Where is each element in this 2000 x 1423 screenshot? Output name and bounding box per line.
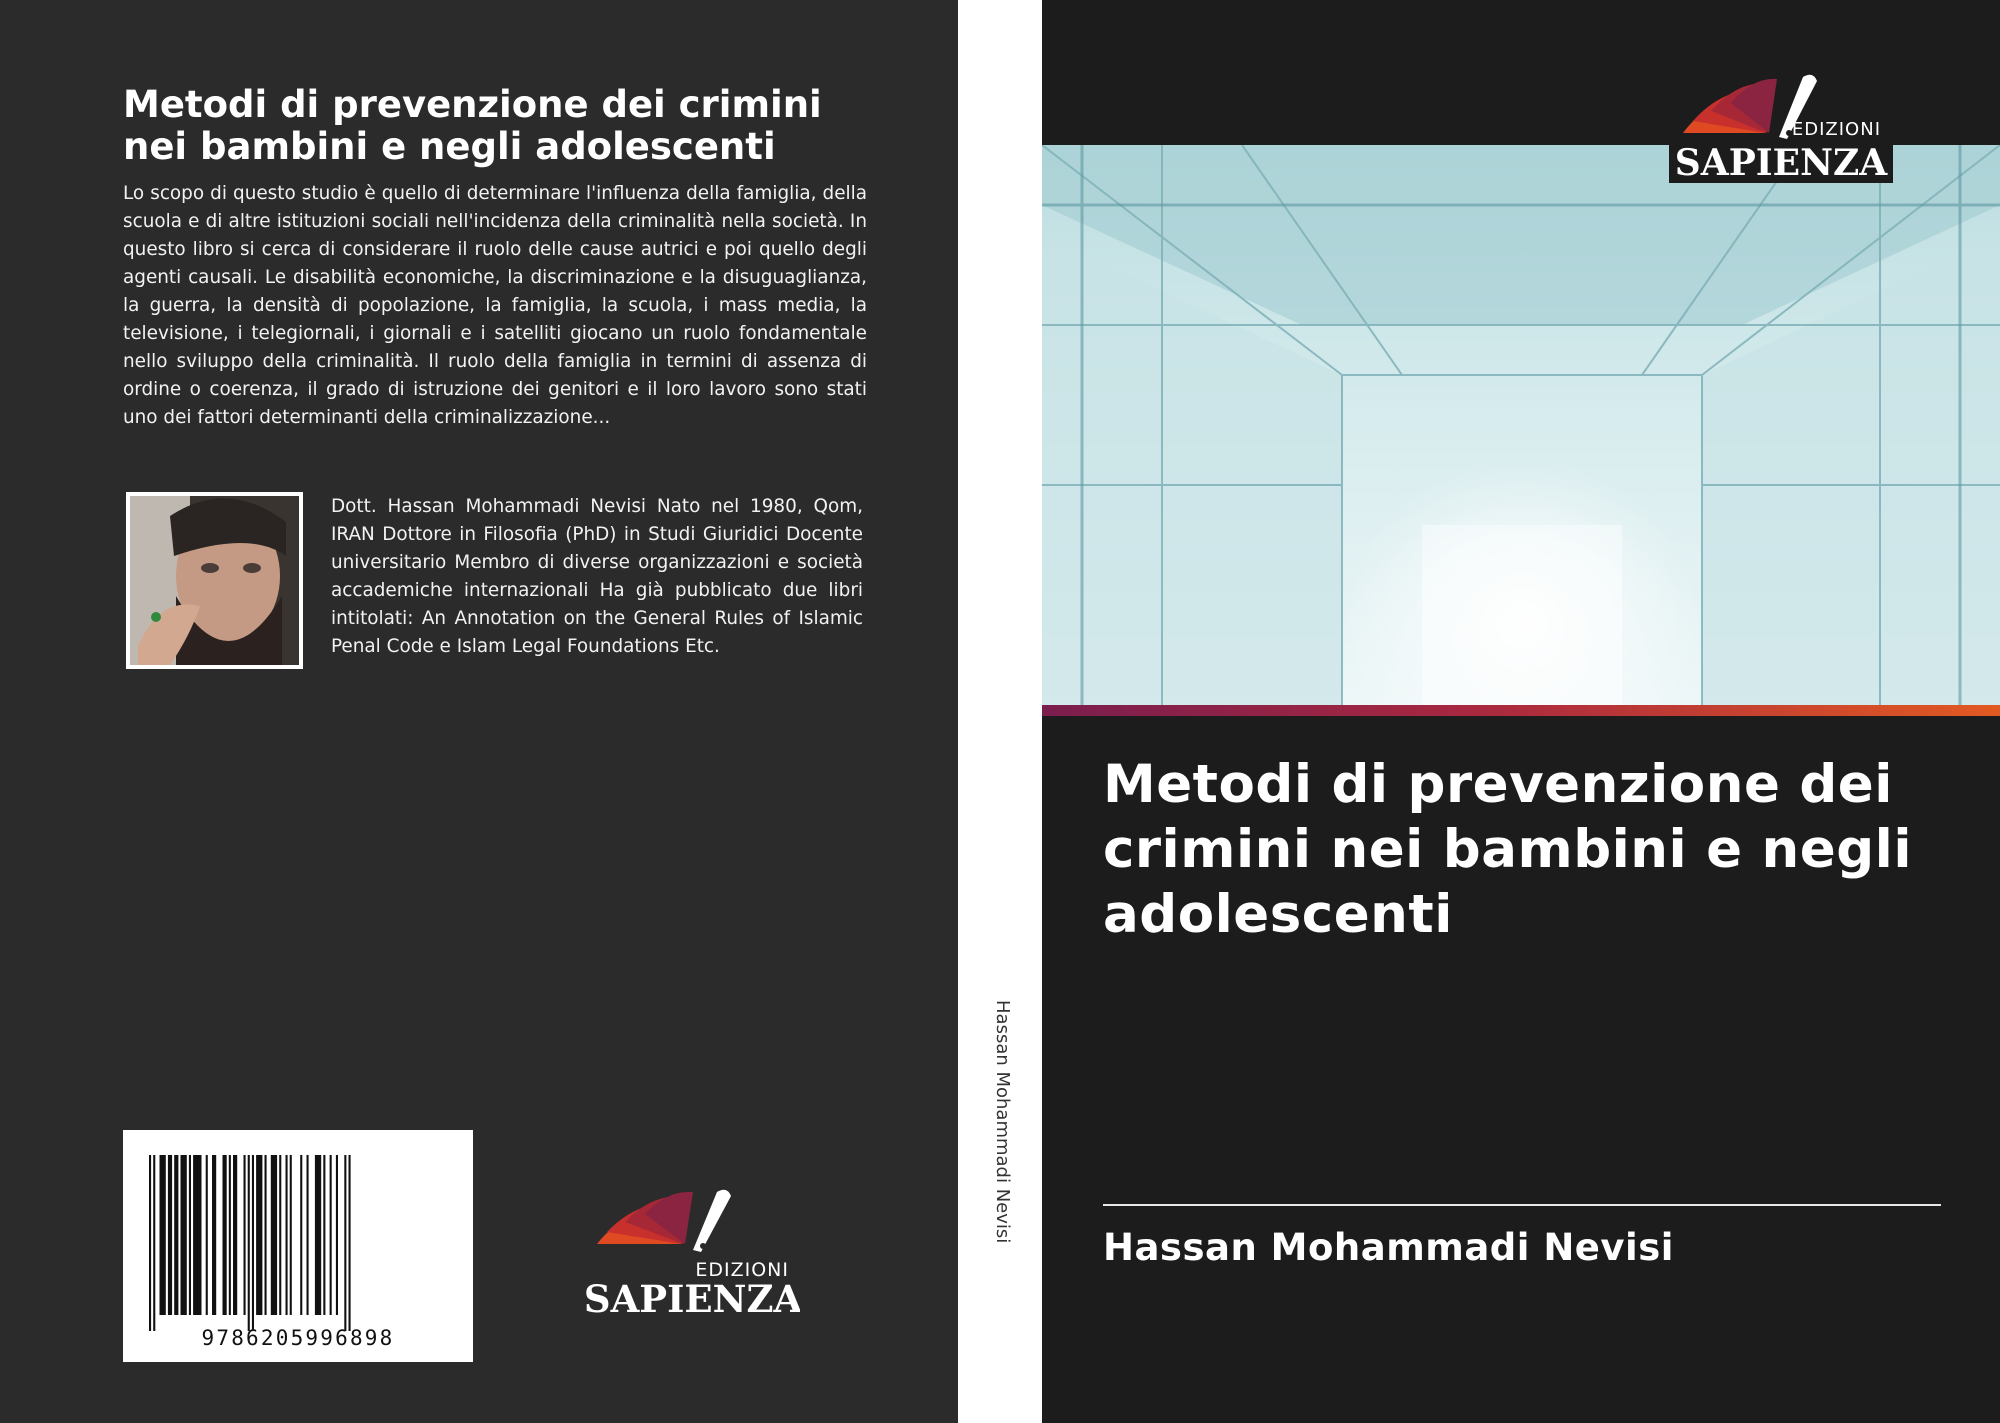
barcode-bar bbox=[279, 1155, 281, 1315]
publisher-name: SAPIENZA bbox=[585, 1277, 800, 1318]
barcode-bar bbox=[168, 1155, 172, 1315]
publisher-name: SAPIENZA bbox=[1674, 142, 1888, 183]
barcode-bar bbox=[256, 1155, 262, 1315]
quill-fan-icon bbox=[597, 1190, 731, 1252]
front-publisher-logo bbox=[1669, 55, 1893, 183]
barcode-bar bbox=[229, 1155, 231, 1315]
barcode-bar bbox=[193, 1155, 201, 1315]
barcode-bar bbox=[271, 1155, 277, 1315]
isbn-digits: 9786205996898 bbox=[201, 1326, 395, 1350]
barcode-bar bbox=[181, 1155, 187, 1315]
barcode-bar bbox=[300, 1155, 302, 1315]
spine bbox=[958, 0, 1042, 1423]
barcode-bar bbox=[344, 1155, 346, 1331]
cover-accent-bar bbox=[1042, 705, 2000, 716]
front-cover-author: Hassan Mohammadi Nevisi bbox=[1103, 1226, 1674, 1269]
barcode-bar bbox=[330, 1155, 332, 1315]
front-cover bbox=[1042, 0, 2000, 1423]
barcode-bar bbox=[160, 1155, 166, 1315]
barcode-bar bbox=[336, 1155, 338, 1315]
barcode-bar bbox=[286, 1155, 288, 1315]
barcode-bar bbox=[323, 1155, 325, 1315]
back-cover bbox=[0, 0, 958, 1423]
barcode-bar bbox=[315, 1155, 321, 1315]
author-photo bbox=[126, 492, 303, 669]
spine-author: Hassan Mohammadi Nevisi bbox=[992, 1000, 1013, 1244]
title-divider bbox=[1103, 1204, 1941, 1206]
barcode-bar bbox=[233, 1155, 237, 1315]
back-cover-title: Metodi di prevenzione dei crimini nei bambini e negli adolescenti bbox=[123, 83, 822, 168]
barcode-bars bbox=[143, 1155, 453, 1331]
barcode-bar bbox=[307, 1155, 309, 1315]
barcode-bar bbox=[174, 1155, 178, 1315]
barcode-bar bbox=[212, 1155, 216, 1315]
barcode-bar bbox=[248, 1155, 250, 1331]
book-blurb: Lo scopo di questo studio è quello di determinare l'influenza della famiglia, della scuola e di altre istituzioni sociali nell'incidenza della criminalità nella società. In questo libro si cerca di considerare il ruolo delle cause autrici e poi quello degli agenti causali. Le disabilità economiche, la discriminazione e la disuguaglianza, la guerra, la densità di popolazione, la famiglia, la scuola, i mass media, la televisione, i telegiornali, i giornali e i satelliti giocano un ruolo fondamentale nello sviluppo della criminalità. Il ruolo della famiglia in termini di assenza di ordine o coerenza, il grado di istruzione dei genitori e il loro lavoro sono stati uno dei fattori determinanti della criminalizzazione... bbox=[123, 183, 867, 428]
isbn-barcode bbox=[123, 1130, 473, 1362]
back-publisher-logo bbox=[585, 1188, 800, 1318]
author-bio: Dott. Hassan Mohammadi Nevisi Nato nel 1980, Qom, IRAN Dottore in Filosofia (PhD) in Studi Giuridici Docente universitario Membro di diverse organizzazioni e società accademiche internazionali Ha già pubblicato due libri intitolati: An Annotation on the General Rules of Islamic Penal Code e Islam Legal Foundations Etc. bbox=[331, 496, 863, 657]
publisher-imprint: EDIZIONI bbox=[1791, 119, 1881, 140]
barcode-bar bbox=[149, 1155, 151, 1331]
barcode-bar bbox=[252, 1155, 254, 1331]
barcode-bar bbox=[290, 1155, 292, 1315]
publisher-imprint: EDIZIONI bbox=[695, 1259, 789, 1281]
barcode-bar bbox=[206, 1155, 208, 1315]
cover-architecture-image bbox=[1042, 145, 2000, 705]
barcode-bar bbox=[189, 1155, 191, 1315]
front-cover-title: Metodi di prevenzione dei crimini nei bambini e negli adolescenti bbox=[1103, 754, 1912, 945]
barcode-bar bbox=[223, 1155, 227, 1315]
barcode-bar bbox=[244, 1155, 246, 1315]
barcode-bar bbox=[265, 1155, 267, 1315]
barcode-bar bbox=[153, 1155, 155, 1331]
barcode-bar bbox=[349, 1155, 351, 1331]
